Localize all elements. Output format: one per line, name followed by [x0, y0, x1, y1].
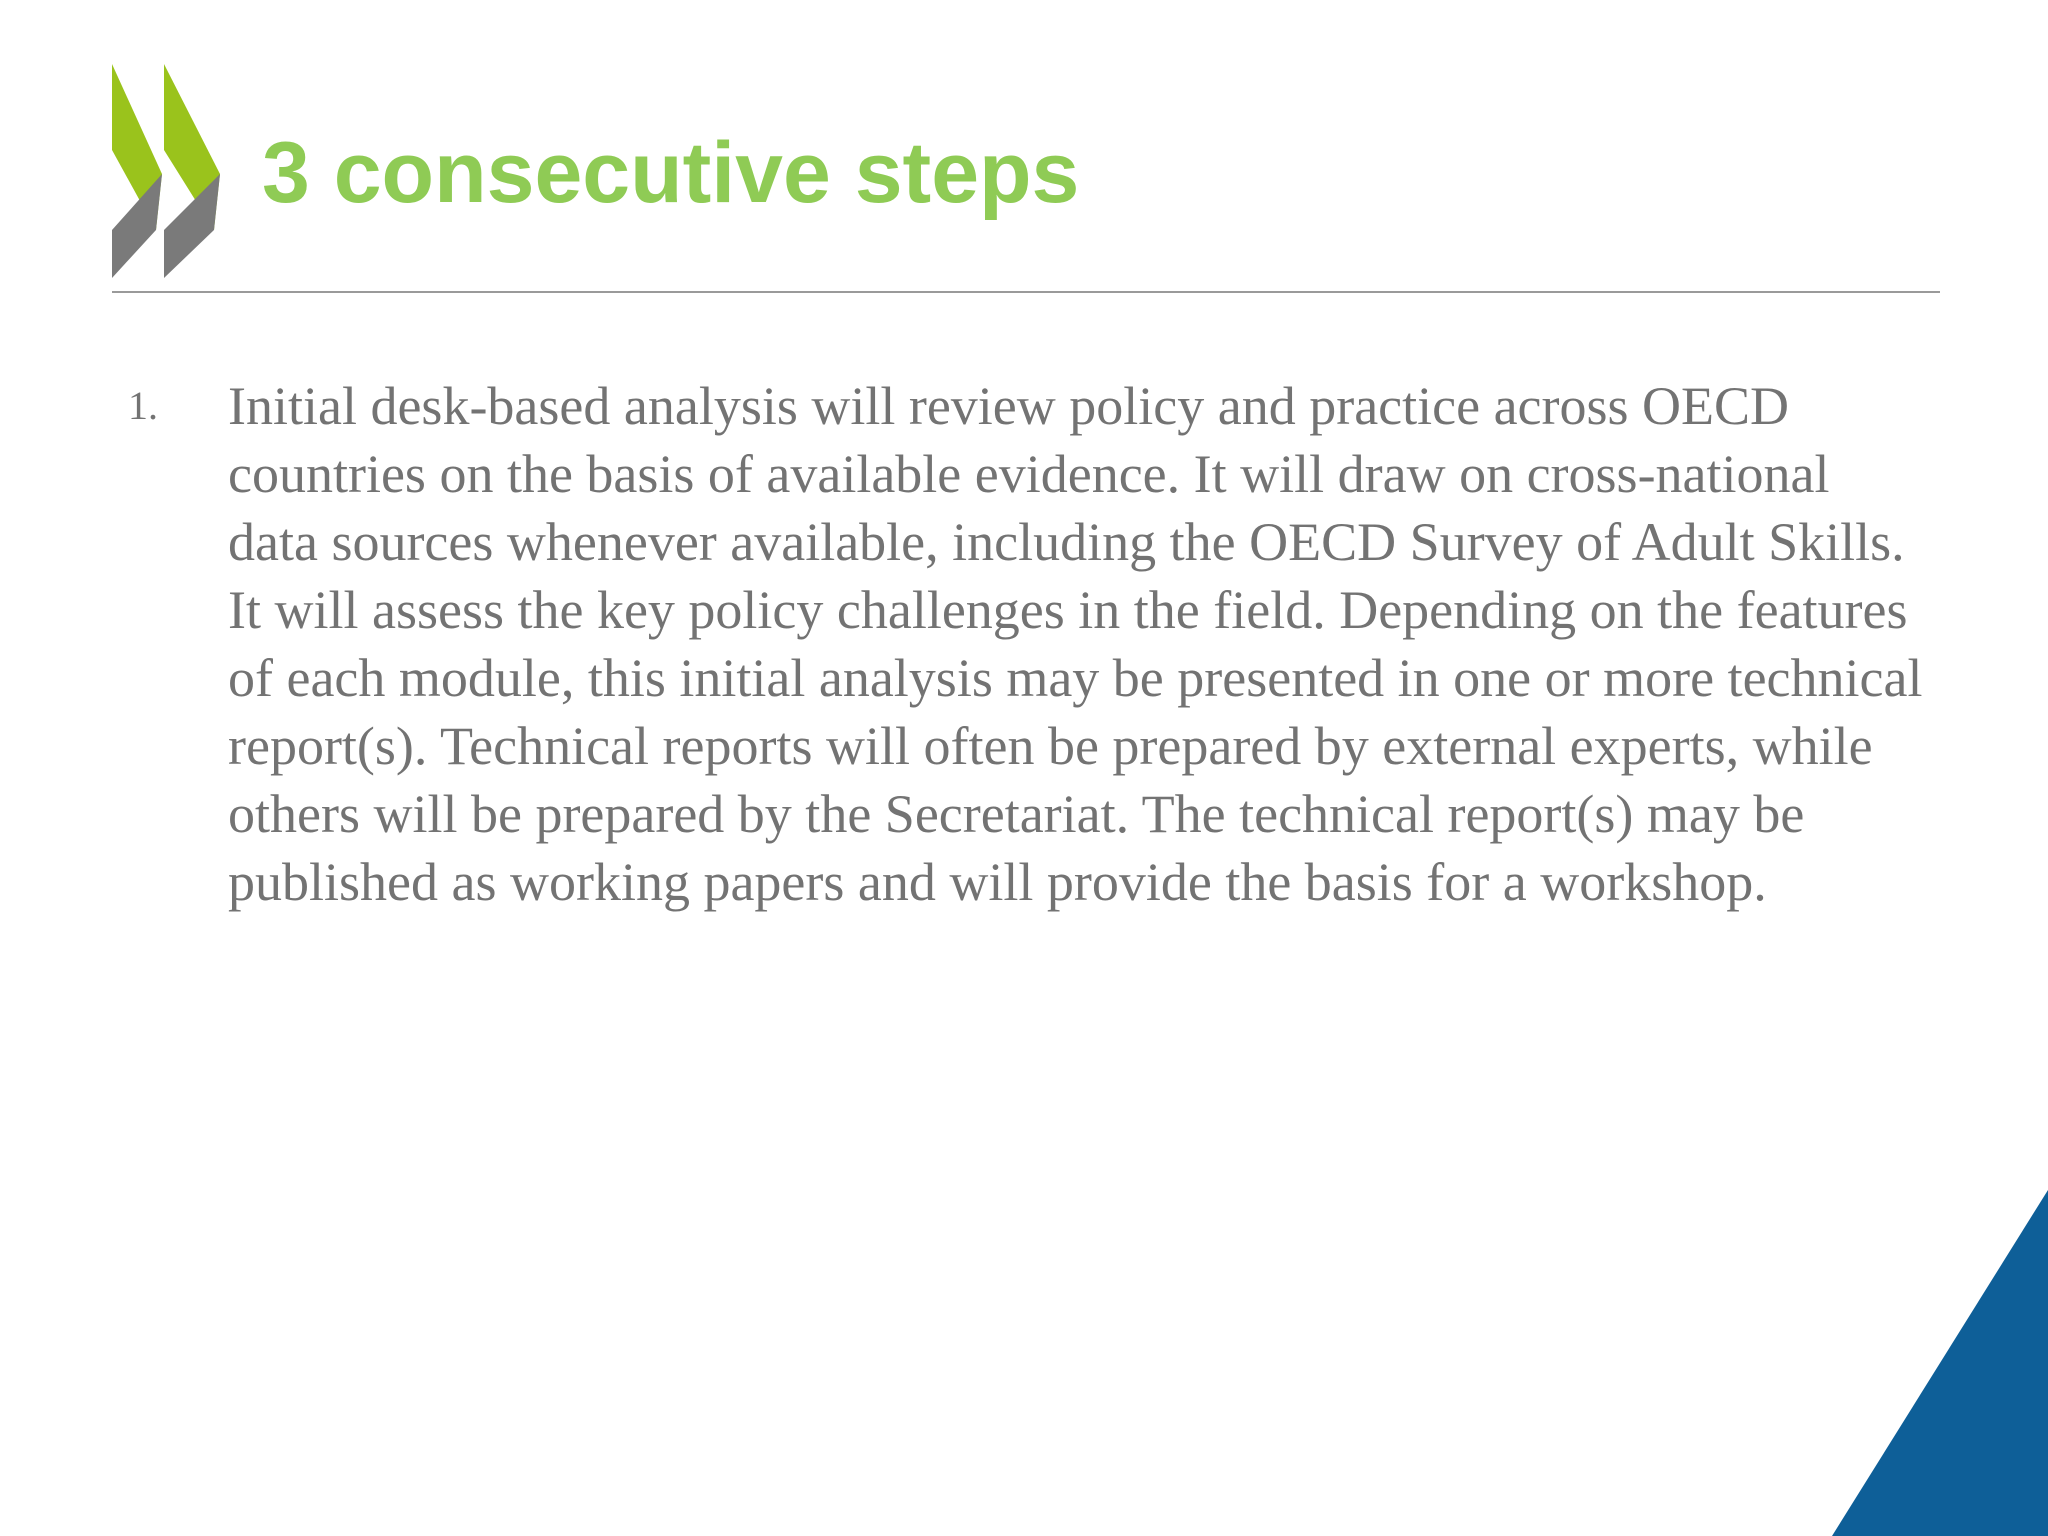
chevrons-logo-icon: [112, 64, 220, 278]
steps-list: [128, 372, 1928, 916]
list-item-text: Initial desk-based analysis will review policy and practice across OECD countries on the basis of available evidence. It will draw on cross-national data sources whenever available, including the OECD Survey of Adult Skills. It will assess the key policy challenges in the field. Depending on the features of each module, this initial analysis may be presented in one or more technical report(s). Technical reports will often be prepared by external experts, while others will be prepared by the Secretariat. The technical report(s) may be published as working papers and will provide the basis for a workshop.: [228, 376, 1923, 912]
list-item: [128, 372, 1928, 916]
blue-triangle-corner: [1832, 1190, 2048, 1536]
list-item-number: 1.: [128, 383, 158, 428]
slide-title: 3 consecutive steps: [262, 125, 1080, 221]
title-divider: [112, 291, 1940, 293]
